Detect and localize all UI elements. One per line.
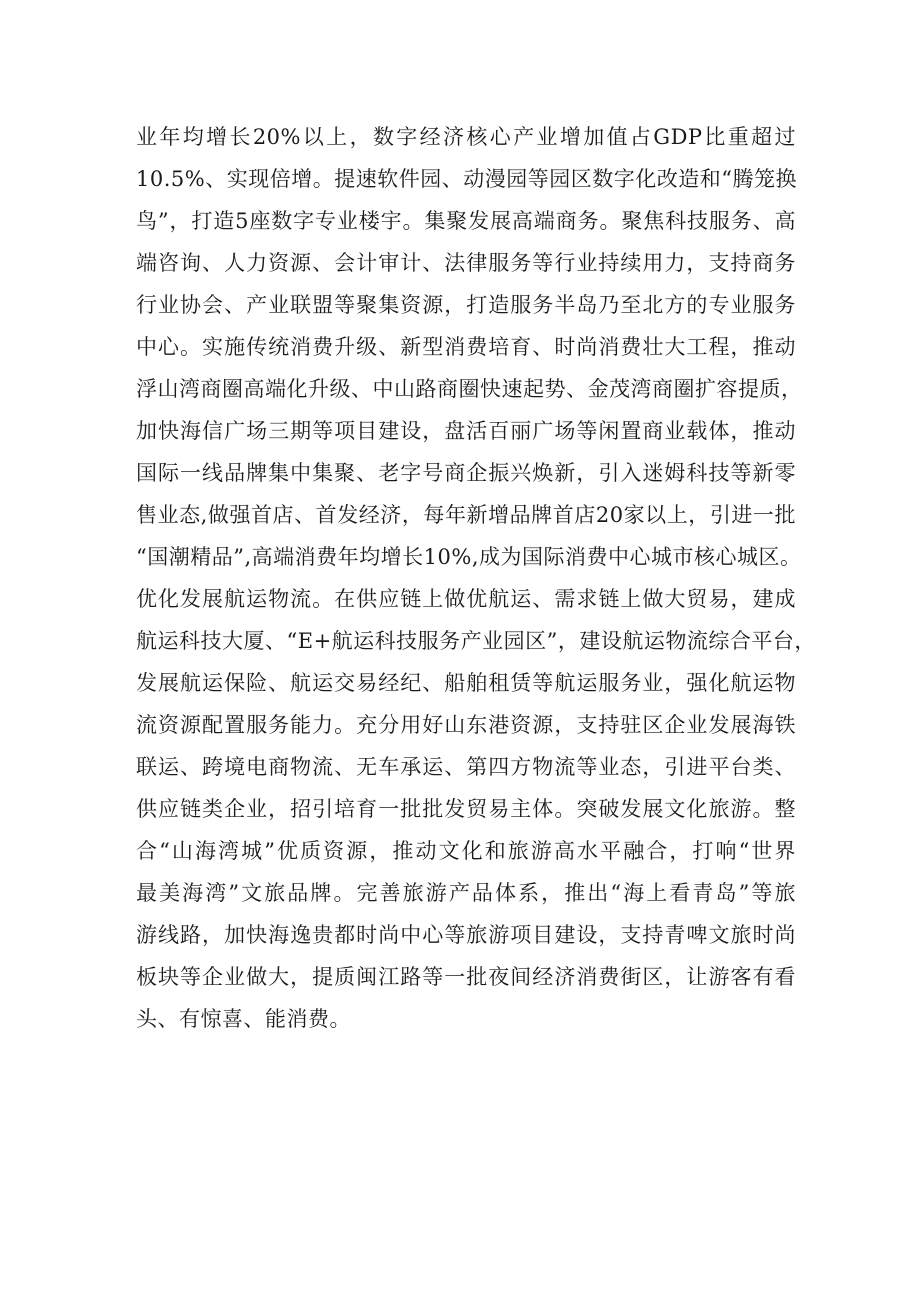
text-line: 鸟”，打造5座数字专业楼宇。集聚发展高端商务。聚焦科技服务、高 xyxy=(136,209,796,233)
text-line: 合“山海湾城”优质资源，推动文化和旅游高水平融合，打响“世界 xyxy=(136,839,796,863)
text-line: 联运、跨境电商物流、无车承运、第四方物流等业态，引进平台类、 xyxy=(136,755,796,779)
text-line: “国潮精品”,高端消费年均增长10%,成为国际消费中心城市核心城区。 xyxy=(136,545,802,569)
text-line: 板块等企业做大，提质闽江路等一批夜间经济消费街区，让游客有看 xyxy=(136,965,796,989)
text-line: 航运科技大厦、“E+航运科技服务产业园区”，建设航运物流综合平台， xyxy=(136,629,816,653)
text-line: 优化发展航运物流。在供应链上做优航运、需求链上做大贸易，建成 xyxy=(136,587,796,611)
text-line: 游线路，加快海逸贵都时尚中心等旅游项目建设，支持青啤文旅时尚 xyxy=(136,923,796,947)
text-line: 发展航运保险、航运交易经纪、船舶租赁等航运服务业，强化航运物 xyxy=(136,671,796,695)
text-line: 10.5%、实现倍增。提速软件园、动漫园等园区数字化改造和“腾笼换 xyxy=(136,167,797,191)
text-line: 行业协会、产业联盟等聚集资源，打造服务半岛乃至北方的专业服务 xyxy=(136,293,796,317)
body-paragraph xyxy=(136,116,816,1040)
text-line: 供应链类企业，招引培育一批批发贸易主体。突破发展文化旅游。整 xyxy=(136,797,796,821)
text-line: 端咨询、人力资源、会计审计、法律服务等行业持续用力，支持商务 xyxy=(136,251,796,275)
text-line: 售业态,做强首店、首发经济，每年新增品牌首店20家以上，引进一批 xyxy=(136,503,796,527)
text-line: 国际一线品牌集中集聚、老字号商企振兴焕新，引入迷姆科技等新零 xyxy=(136,461,796,485)
text-line: 中心。实施传统消费升级、新型消费培育、时尚消费壮大工程，推动 xyxy=(136,335,796,359)
text-line: 头、有惊喜、能消费。 xyxy=(136,1007,351,1031)
text-line: 加快海信广场三期等项目建设，盘活百丽广场等闲置商业载体，推动 xyxy=(136,419,796,443)
text-line: 最美海湾”文旅品牌。完善旅游产品体系，推出“海上看青岛”等旅 xyxy=(136,881,796,905)
text-line: 流资源配置服务能力。充分用好山东港资源，支持驻区企业发展海铁 xyxy=(136,713,796,737)
text-line: 业年均增长20%以上，数字经济核心产业增加值占GDP比重超过 xyxy=(136,125,796,149)
text-line: 浮山湾商圈高端化升级、中山路商圈快速起势、金茂湾商圈扩容提质， xyxy=(136,377,803,401)
